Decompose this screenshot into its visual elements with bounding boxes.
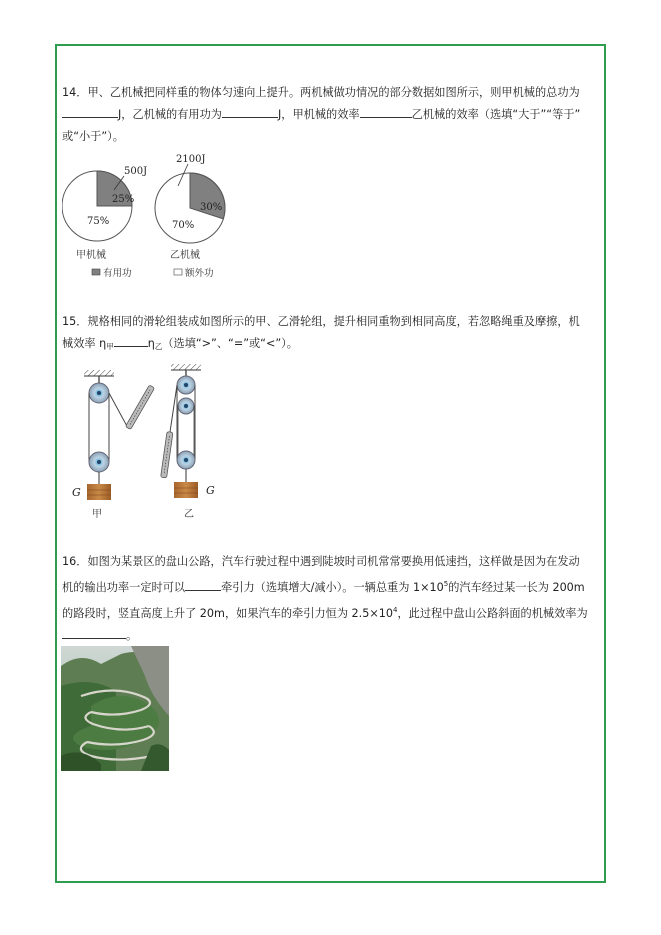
q16-blank-2[interactable]	[62, 626, 126, 639]
question-14: 14．甲、乙机械把同样重的物体匀速向上提升。两机械做功情况的部分数据如图所示，则甲机械的总功为 J，乙机械的有用功为 J，甲机械的效率 乙机械的效率（选填“大于”“等于” 或“小于”）。	[62, 86, 581, 143]
q14-blank-1[interactable]	[62, 105, 118, 118]
pie-yi-label: 2100J	[176, 154, 206, 165]
pie-jia-name: 甲机械	[76, 250, 106, 261]
legend-useful-swatch	[92, 269, 100, 275]
pie-yi-name: 乙机械	[170, 250, 200, 261]
q16-number: 16	[62, 555, 77, 568]
label-g-jia: G	[72, 486, 81, 499]
pie-jia-useful-pct: 25%	[112, 194, 135, 205]
question-15: 15．规格相同的滑轮组装成如图所示的甲、乙滑轮组，提升相同重物到相同高度，若忽略绳重及摩擦，机 械效率 $\eta_甲$ $\eta_乙$（选填“>”、“=”或“<”）。	[62, 315, 580, 351]
mountain-road-photo	[61, 646, 169, 771]
label-g-yi: G	[206, 484, 215, 497]
q14-blank-3[interactable]	[360, 105, 412, 118]
q14-number: 14	[62, 86, 77, 99]
legend-useful: 有用功	[103, 268, 132, 279]
q15-pulley-figure	[62, 362, 232, 522]
pie-jia-label: 500J	[124, 166, 148, 177]
label-yi: 乙	[184, 509, 194, 520]
q14-pie-figure	[62, 150, 242, 285]
spring-scale-jia	[125, 385, 154, 430]
q15-number: 15	[62, 315, 77, 328]
pulley-system-yi	[161, 364, 215, 520]
weight-jia	[87, 484, 111, 500]
pie-yi-extra-pct: 70%	[172, 220, 195, 231]
q15-blank[interactable]	[114, 334, 148, 347]
pie-yi	[155, 154, 225, 261]
q16-blank-1[interactable]	[185, 578, 221, 591]
legend-extra-swatch	[174, 269, 182, 275]
pie-legend	[92, 267, 214, 279]
pie-jia	[62, 166, 147, 261]
weight-yi	[174, 482, 198, 498]
spring-scale-yi	[161, 432, 173, 478]
label-jia: 甲	[92, 509, 102, 520]
q14-blank-2[interactable]	[222, 105, 278, 118]
legend-extra: 额外功	[185, 268, 214, 279]
ceiling-yi	[171, 364, 201, 370]
pie-yi-useful-pct: 30%	[200, 202, 223, 213]
ceiling-jia	[84, 370, 114, 376]
question-16: 16．如图为某景区的盘山公路，汽车行驶过程中遇到陡坡时司机常常要换用低速挡，这样做是因为在发动 机的输出功率一定时可以 牵引力（选填增大/减小）。一辆总重为 $1\times 10^5$的汽车经过某一长为 200m 的路段时，竖直高度上升了 20m，如果汽车的牵引力恒为 $2.5\times 10^4$，此过程中盘山公路斜面的机械效率为 。	[62, 555, 588, 642]
pulley-system-jia	[72, 370, 155, 520]
pie-jia-extra-pct: 75%	[87, 216, 110, 227]
